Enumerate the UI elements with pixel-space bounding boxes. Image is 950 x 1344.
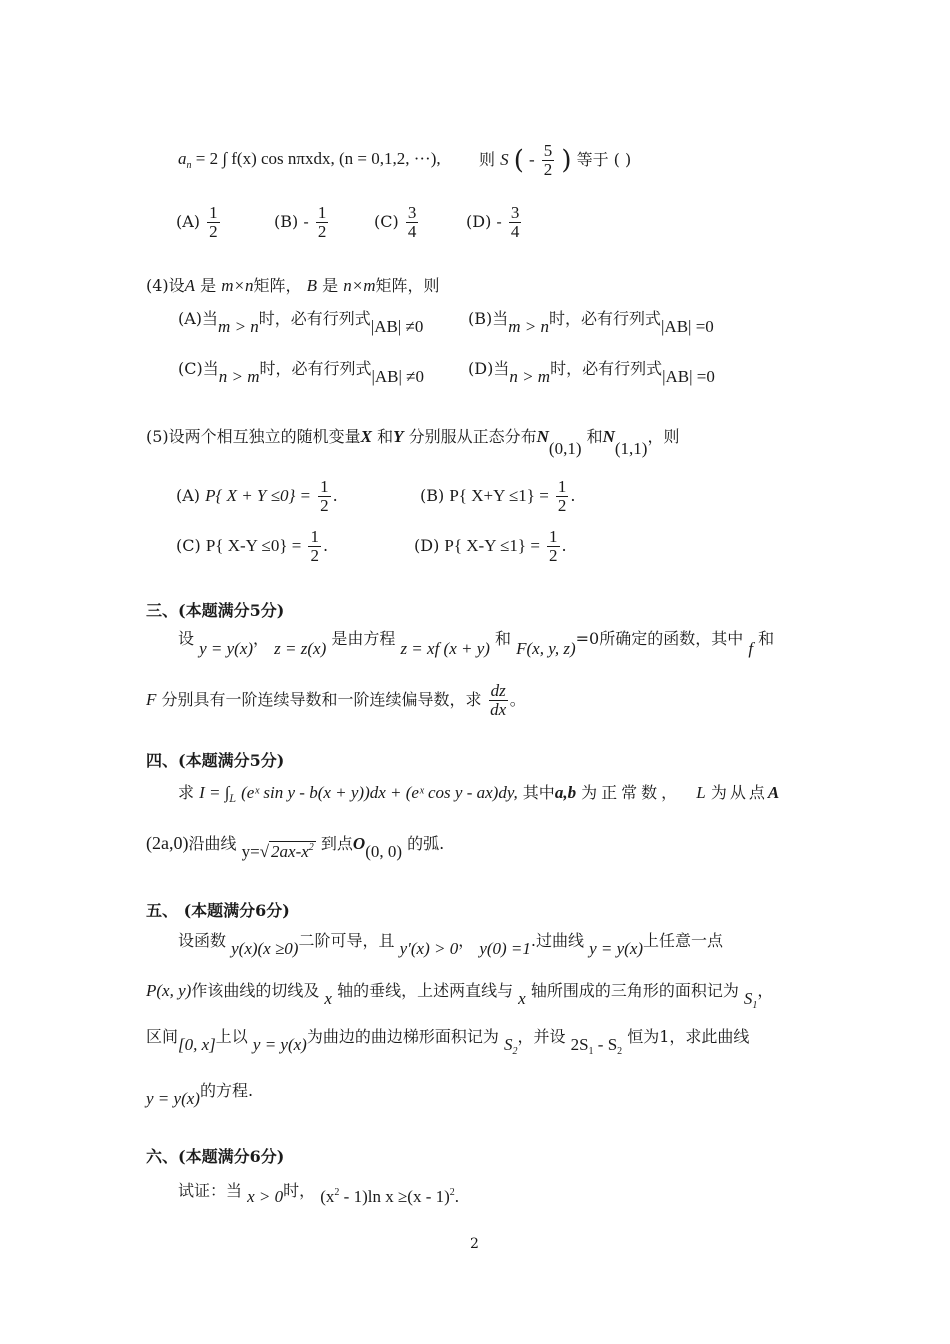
q3-option-a: (A) $\frac{1}{2}$	[176, 203, 218, 241]
q5-stem: (5)设两个相互独立的随机变量X 和Y 分别服从正态分布N(0,1) 和N(1,1)，则	[146, 427, 680, 458]
section-4-title: 四、(本题满分5分)	[146, 751, 285, 770]
section-3-title: 三、(本题满分5分)	[146, 601, 285, 620]
section-5-line-3: 区间[0, x]上以 y = y(x)为曲边的曲边梯形面积记为 $S_2$，并设 $2S_1 - S_2$ 恒为1，求此曲线	[146, 1027, 750, 1057]
sqrt-radicand: $2ax-x^2$	[271, 842, 314, 861]
q3-option-d: (D) - $\frac{3}{4}$	[466, 203, 520, 241]
section-3-line-2: F 分别具有一阶连续导数和一阶连续偏导数，求 $\frac{dz}{dx}$ 。	[146, 681, 526, 719]
section-6-title: 六、(本题满分6分)	[146, 1147, 285, 1166]
q5-option-b: (B) P{ X+Y ≤1} = $\frac{1}{2}$ .	[420, 477, 576, 515]
section-6-line-1: 试证：当 x > 0时， $(x^2 - 1)\ln$ x ≥(x - 1)$^2$.	[178, 1181, 460, 1206]
section-4-line-1: 求 $I = \int_L$ (eˣ sin y - b(x + y))dx + (eˣ cos y - ax)dy, 其中a,b 为正常数， L 为从点A	[178, 783, 780, 805]
q5-option-d: (D) P{ X-Y ≤1} = $\frac{1}{2}$ .	[414, 527, 567, 565]
section-5-line-1: 设函数 y(x)(x ≥0)二阶可导，且 y′(x) > 0， y(0) =1.过曲线 y = y(x)上任意一点	[178, 931, 724, 958]
section-5-line-4: y = y(x)的方程.	[146, 1081, 254, 1108]
page-number: 2	[470, 1236, 479, 1252]
section-5-title: 五、 (本题满分6分)	[146, 901, 290, 920]
q4-option-c: (C)当n > m时，必有行列式|AB| ≠0	[178, 359, 425, 386]
q4-option-b: (B)当m > n时，必有行列式|AB| =0	[468, 309, 714, 336]
q3-then: 则 S ( - $\frac{5}{2}$ ) 等于 ( )	[479, 141, 632, 179]
q5-option-a: (A) P{ X + Y ≤0} = $\frac{1}{2}$ .	[176, 477, 338, 515]
section-5-line-2: P(x, y)作该曲线的切线及 x 轴的垂线，上述两直线与 x 轴所围成的三角形的面积记为 $S_1$，	[146, 981, 774, 1011]
q3-option-b: (B) - $\frac{1}{2}$	[274, 203, 327, 241]
section-3-line-1: 设 y = y(x)， z = z(x) 是由方程 z = xf (x + y) 和 F(x, y, z)=0所确定的函数，其中 f 和	[178, 629, 775, 658]
q4-option-d: (D)当n > m时，必有行列式|AB| =0	[468, 359, 715, 386]
q3-formula: $a_n = 2$ ∫ f(x) cos nπxdx, (n = 0,1,2, ···),	[178, 149, 441, 171]
q3-fraction: $\frac{5}{2}$	[543, 141, 553, 179]
q3-option-c: (C) $\frac{3}{4}$	[374, 203, 417, 241]
q4-option-a: (A)当m > n时，必有行列式|AB| ≠0	[178, 309, 424, 336]
q5-option-c: (C) P{ X-Y ≤0} = $\frac{1}{2}$ .	[176, 527, 329, 565]
q4-stem: (4)设A 是 m×n矩阵， B 是 n×m矩阵，则	[146, 276, 440, 295]
section-4-line-2: (2a,0)沿曲线 y=√ $2ax-x^2$ 到点O(0, 0) 的弧.	[146, 833, 445, 861]
